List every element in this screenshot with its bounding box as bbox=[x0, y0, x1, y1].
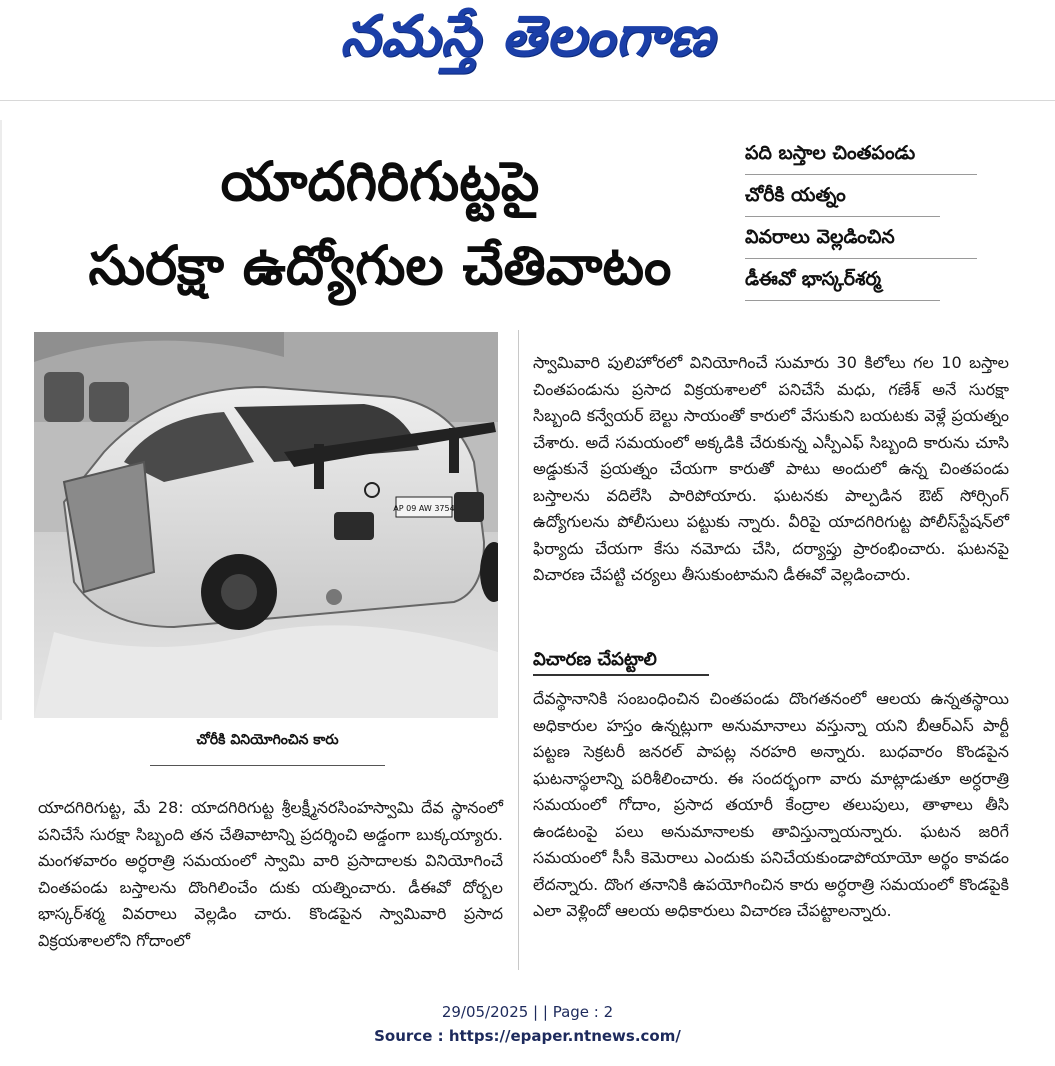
svg-text:AP 09 AW 3754: AP 09 AW 3754 bbox=[393, 504, 455, 513]
deck-line-2: చోరీకి యత్నం bbox=[745, 175, 940, 217]
caption-underline bbox=[150, 765, 385, 766]
photo-caption: చోరీకి వినియోగించిన కారు bbox=[196, 732, 339, 748]
footer-date-page: 29/05/2025 | | Page : 2 bbox=[441, 1003, 614, 1021]
article-right-column-part-2: దేవస్థానానికి సంబంధించిన చింతపండు దొంగతనంలో ఆలయ ఉన్నతస్థాయి అధికారుల హస్తం ఉన్నట్లుగా అనుమానాలు వస్తున్నా యని బీఆర్‌ఎస్‌ పార్టీ పట్టణ సెక్రటరీ జనరల్‌ పాపట్ల నరహరి అన్నారు. బుధవారం కొండపైన ఘటనాస్థలాన్ని పరిశీలించారు. ఈ సందర్భంగా వారు మాట్లాడుతూ అర్ధరాత్రి సమయంలో గోదాం, ప్రసాద తయారీ కేంద్రాల తలుపులు, తాళాలు తీసి ఉండటంపై పలు అనుమానాలకు తావిస్తున్నాయన్నారు. ఘటన జరిగే సమయంలో సీసీ కెమెరాలు ఎందుకు పనిచేయకుండాపోయాయో అర్థం కావడం లేదన్నారు. దొంగ తనానికి ఉపయోగించిన కారు అర్ధరాత్రి సమయంలో కొండపైకి ఎలా వెళ్లిందో ఆలయ అధికారులు విచారణ చేపట్టాలన్నారు. bbox=[533, 689, 1009, 920]
headline-line-2: సురక్షా ఉద్యోగుల చేతివాటం bbox=[88, 234, 672, 297]
headline-line-1: యాదగిరిగుట్టపై bbox=[220, 150, 540, 213]
deck-line-1: పది బస్తాల చింతపండు bbox=[745, 133, 977, 175]
deck-line-3: వివరాలు వెల్లడించిన bbox=[745, 217, 977, 259]
deck-line-4: డీఈవో భాస్కర్‌శర్మ bbox=[745, 259, 940, 301]
masthead-divider bbox=[0, 100, 1055, 101]
column-divider bbox=[518, 330, 519, 970]
article-left-column: యాదగిరిగుట్ట, మే 28: యాదగిరిగుట్ట శ్రీలక్ష్మీనరసింహస్వామి దేవ స్థానంలో పనిచేసే సురక్షా సిబ్బంది తన చేతివాటాన్ని ప్రదర్శించి అడ్డంగా బుక్కయ్యారు. మంగళవారం అర్ధరాత్రి సమయంలో స్వామి వారి ప్రసాదాలకు వినియోగించే చింతపండు బస్తాలను దొంగిలించేం దుకు యత్నించారు. డీఈవో దోర్బల భాస్కర్‌శర్మ వివరాలు వెల్లడిం చారు. కొండపైన స్వామివారి ప్రసాద విక్రయశాలలోని గోదాంలో bbox=[38, 798, 503, 950]
article-right-column-part-1: స్వామివారి పులిహోరలో వినియోగించే సుమారు 30 కిలోలు గల 10 బస్తాల చింతపండును ప్రసాద విక్రయశాలలో పనిచేసే మధు, గణేశ్‌ అనే సురక్షా సిబ్బంది కన్వేయర్‌ బెల్టు సాయంతో కారులో వేసుకుని బయటకు వెళ్లే ప్రయత్నం చేశారు. అదే సమయంలో అక్కడికి చేరుకున్న ఎస్పీఎఫ్‌ సిబ్బంది కారును చూసి అడ్డుకునే ప్రయత్నం చేయగా కారుతో పాటు అందులో ఉన్న చింతపండు బస్తాలను వదిలేసి పారిపోయారు. ఘటనకు పాల్పడిన ఔట్‌ సోర్సింగ్‌ ఉద్యోగులను పోలీసులు పట్టుకు న్నారు. వీరిపై యాదగిరిగుట్ట పోలీస్‌స్టేషన్‌లో ఫిర్యాదు చేయగా కేసు నమోదు చేసి, దర్యాప్తు ప్రారంభించారు. ఘటనపై విచారణ చేపట్టి చర్యలు తీసుకుంటామని డీఈవో వెల్లడించారు. bbox=[533, 353, 1009, 584]
page-edge-shadow bbox=[0, 120, 2, 720]
car-photo bbox=[34, 332, 498, 718]
footer-source-link[interactable]: Source : https://epaper.ntnews.com/ bbox=[374, 1027, 681, 1045]
subhead-underline bbox=[533, 674, 709, 676]
masthead bbox=[0, 0, 1055, 85]
headline bbox=[25, 140, 735, 308]
newspaper-logo: నమస్తే తెలంగాణ bbox=[340, 2, 715, 69]
article-subhead: విచారణ చేపట్టాలి bbox=[533, 649, 657, 670]
deck bbox=[745, 133, 977, 301]
car-photo-illustration bbox=[34, 332, 498, 718]
